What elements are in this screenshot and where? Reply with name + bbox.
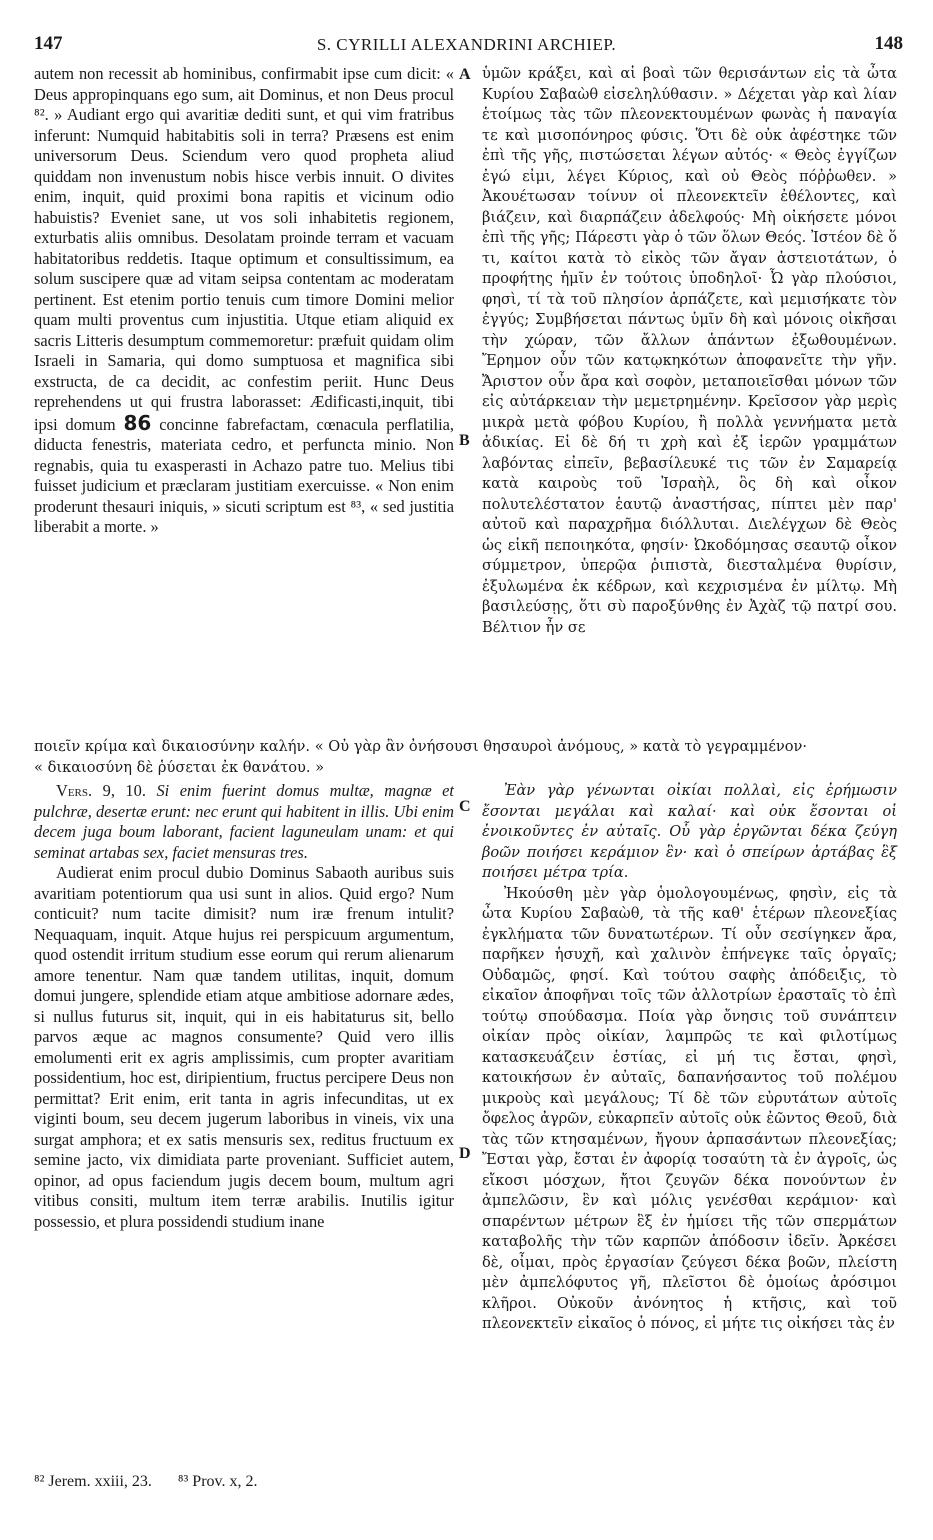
spanning-line-1: ποιεῖν κρίμα καὶ δικαιοσύνην καλήν. « Οὐ γὰρ ἂν ὀνήσουσι θησαυροὶ ἀνόμους, » κατὰ τὸ γεγραμμένον· <box>34 738 808 755</box>
left-page-number: 147 <box>34 33 63 54</box>
greek-verse: Ἐὰν γὰρ γένωνται οἰκίαι πολλαὶ, εἰς ἐρήμωσιν ἔσονται μεγάλαι καὶ καλαί· καὶ οὐκ ἔσονται οἱ ἐνοικοῦντες ἐν αὐταῖς. Οὗ γὰρ ἐργῶνται δέκα ζεύγη βοῶν ποιήσει κεράμιον ἓν· καὶ ὁ σπείρων ἀρτάβας ἓξ ποιήσει μέτρα τρία. <box>482 782 897 881</box>
latin-text-top: autem non recessit ab hominibus, confirmabit ipse cum dicit: « Deus appropinquans ego sum, ait Dominus, et non Deus procul ⁸². » Audiant ergo qui avaritiæ dediti sunt, et qui vim fratribus inferunt: Numquid habitabitis soli in terra? Præsens est enim universorum Deus. Sciendum vero quod propheta aliud quiddam non invenustum nobis hisce verbis innuit. O divites enim, inquit, quid proximi bona rapitis et vicinum odio habuistis? Eveniet sane, ut vos soli inhabitetis regionem, exturbatis aliis omnibus. Desolatam proinde terram et vacuam habitatoribus reddetis. Itaque optimum et consultissimum, ea solum suscipere quæ ad vitam seipsa contentam ac moderatam pertinent. Est etenim portio tenuis cum timore Domini melior quam multi proventus cum injustitia. Utque etiam aliquid ex sacris Litteris desumptum commemoretur: præfuit quidam olim Israeli in Samaria, qui domo sumptuosa et magnifica sibi exstructa, de ca decidit, ac confestim periit. Hunc Deus reprehendens ut qui frustra laborasset: Ædificasti,inquit, tibi ipsi domum <box>34 64 454 434</box>
latin-text-top-rest: concinne fabrefactam, cœnacula perflatilia, diducta fenestris, materiata cedro, et perfuncta minio. Non regnabis, quia tu exasperasti in Achazo patre tuo. Melius tibi fuisset judicium et præclaram justitiam exercuisse. « Non enim proderunt thesauri iniquis, » sicuti scriptum est ⁸³, « sed justitia liberabit a morte. » <box>34 414 454 536</box>
latin-commentary: Audierat enim procul dubio Dominus Sabaoth auribus suis avaritiam potentiorum qua usi sunt in alios. Quid ergo? Num conticuit? num tacite dimisit? num iræ frenum intulit? Nequaquam, inquit. Atque hujus rei perspicuum argumentum, quod ostendit irritum studium esse eorum qui rerum alienarum amore tenentur. Nam quæ tandem utilitas, inquit, domum domui jungere, splendide etiam atque ambitiose adornare ædes, si nullus futurus sit, inquit, qui in eis habitaturus sit, bello parvos æque ac magnos consumente? Quid vero illis emolumenti erit ex agris amplissimis, cum propter avaritiam possidentium, hoc est, diripientium, fructus percipere Deus non permittat? Erit enim, erit tanta in agris infecunditas, ut ex viginti boum, seu decem jugerum laboribus in vineis, vix una surgat amphora; et ex satis mensuris sex, reditus fructuum ex semine jacto, vix dimidiata parte proveniant. Sufficiet autem, opinor, ad opus faciendum jugis decem boum, multum agri vitibus consiti, multum item terræ arabilis. Inutilis igitur possessio, et plura possidendi studium inane <box>34 863 454 1231</box>
greek-column-top <box>482 64 897 638</box>
footnote-82: ⁸² Jerem. xxiii, 23. <box>34 1473 152 1490</box>
latin-column-bottom <box>34 781 454 1232</box>
footnotes <box>34 1473 279 1491</box>
margin-marker-d: D <box>459 1145 471 1162</box>
spanning-greek-lines <box>34 737 897 778</box>
margin-marker-a: A <box>459 66 471 83</box>
margin-marker-b: B <box>459 432 470 449</box>
latin-column-top <box>34 64 454 538</box>
running-title: S. CYRILLI ALEXANDRINI ARCHIEP. <box>316 35 617 54</box>
verse-reference: Vers. 9, 10. <box>56 781 146 800</box>
greek-text-top: ὑμῶν κράξει, καὶ αἱ βοαὶ τῶν θερισάντων εἰς τὰ ὦτα Κυρίου Σαβαὼθ εἰσεληλύθασιν. » Δέχεται γὰρ καὶ λίαν ἑτοίμως τὰς τῶν πλεονεκτουμένων φωνὰς ἡ παναγία τε καὶ μισοπόνηρος φύσις. Ὅτι δὲ οὐκ ἀφέστηκε τῶν ἐπὶ τῆς γῆς, πιστώσεται λέγων αὐτός· « Θεὸς ἐγγίζων ἐγώ εἰμι, λέγει Κύριος, καὶ οὐ Θεὸς πόῤῥωθεν. » Ἀκουέτωσαν τοίνυν οἱ πλεονεκτεῖν ἐθέλοντες, καὶ βιάζειν, καὶ διαρπάζειν ἀδελφούς· Μὴ οἰκήσετε μόνοι ἐπὶ τῆς γῆς; Πάρεστι γὰρ ὁ τῶν ὅλων Θεός. Ἰστέον δὲ ὅ τι, καίτοι κατὰ τὸ εἰκὸς τῶν ἄγαν ἀστειοτάτων, ὁ προφήτης ἡμῖν ἐν τούτοις ὑποδηλοῖ· Ὦ γὰρ πλούσιοι, φησὶ, τί τὰ τοῦ πλησίον ἁρπάζετε, καὶ μεμισήκατε τὸν ἐγγύς; Συμβήσεται πάντως ὑμῖν δὴ καὶ μόνοις οἰκῆσαι τὴν χώραν, τῶν ἄλλων ἁπάντων ἐξωθουμένων. Ἔρημον οὖν τῶν κατῳκηκότων ἀποφανεῖτε τὴν γῆν. Ἄριστον οὖν ἄρα καὶ σοφὸν, μεταποιεῖσθαι μόνων τῶν εἰς αὐτάρκειαν τὴν μεμετρημένην. Κρεῖσσον γὰρ μερὶς μικρὰ μετὰ φόβου Κυρίου, ἢ πολλὰ γεννήματα μετὰ ἀδικίας. Εἰ δὲ δή τι χρὴ καὶ ἐξ ἱερῶν γραμμάτων λαβόντας εἰπεῖν, βεβασίλευκέ τις τῶν ἐν Σαμαρείᾳ κατὰ καιροὺς τοῦ Ἰσραὴλ, ὃς δὴ καὶ οἶκον πολυτελέστατον ἑαυτῷ ἀναστήσας, πίπτει μὲν παρ' αὐτοῦ καὶ παραχρῆμα διόλλυται. Διελέγχων δὲ Θεὸς ὡς εἰκῆ πεποιηκότα, φησίν· Ὠκοδόμησας σεαυτῷ οἶκον σύμμετρον, ὑπερῷα ῥιπιστὰ, διεσταλμένα θυρίσιν, ἐξυλωμένα ἐκ κέδρων, καὶ κεχρισμένα ἐν μίλτῳ. Μὴ βασιλεύσῃς, ὅτι σὺ παροξύνθης ἐν Ἀχὰζ τῷ πατρί σου. Βέλτιον ἦν σε <box>482 65 897 636</box>
spanning-line-2: « δικαιοσύνη δὲ ῥύσεται ἐκ θανάτου. » <box>34 758 325 776</box>
latin-verse: Si enim fuerint domus multæ, magnæ et pulchræ, desertæ erunt: nec erunt qui habitent in illis. Ubi enim decem juga boum laborant, facient laguneulam unam: et qui seminat artabas sex, faciet mensuras tres. <box>34 781 454 862</box>
greek-column-bottom <box>482 781 897 1335</box>
margin-marker-c: C <box>459 798 471 815</box>
right-page-number: 148 <box>874 33 903 54</box>
greek-commentary: Ἠκούσθη μὲν γὰρ ὁμολογουμένως, φησὶν, εἰς τὰ ὦτα Κυρίου Σαβαὼθ, τὰ τῆς καθ' ἑτέρων πλεονεξίας ἐγκλήματα τῶν δυνατωτέρων. Τί οὖν σεσίγηκεν ἄρα, παρῆκεν ἡσυχῆ, καὶ χαλινὸν ἐπήνεγκε ταῖς ὀργαῖς; Οὐδαμῶς, φησί. Καὶ τούτου σαφὴς ἀπόδειξις, τὸ εἰκαῖον ἀποφῆναι τοῖς τῶν ἀλλοτρίων ἐρασταῖς τὸ ἐπὶ τούτῳ σπούδασμα. Ποία γὰρ ὄνησις τοῦ συνάπτειν οἰκίαν πρὸς οἰκίαν, λαμπρῶς τε καὶ φιλοτίμως κατασκευάζειν ἑστίας, εἰ μή τις ἔσται, φησὶ, κατοικήσων ἐν αὐταῖς, δαπανήσαντος τοῦ πολέμου μικροὺς καὶ μεγάλους; Τί δὲ τῶν εὐρυτάτων αὐτοῖς ὄφελος ἀγρῶν, εὐκαρπεῖν αὐτοῖς οὐκ ἐῶντος Θεοῦ, διὰ τὰς τῶν κτησαμένων, ἤγουν ἁρπασάντων πλεονεξίας; Ἔσται γὰρ, ἔσται ἐν ἀφορίᾳ τοσαύτη τὰ ἐν ἀγροῖς, ὡς εἴκοσι μόσχων, ἤτοι ζευγῶν δέκα πονούντων ἐν ἀμπελῶσιν, ἓν καὶ μόλις γενέσθαι κεράμιον· καὶ σπαρέντων μέτρων ἓξ ἐν ἡμίσει τῆς τῶν σπερμάτων καταβολῆς τὴν τῶν καρπῶν ἀπόδοσιν ἰδεῖν. Ἀρκέσει δὲ, οἶμαι, πρὸς ἐργασίαν ζεύγεσι δέκα βοῶν, πλείστη μὲν ἀμπελόφυτος γῆ, πλεῖστοι δὲ ὁμοίως ἀρόσιμοι κλῆροι. Οὐκοῦν ἀνόνητος ἡ κτῆσις, καὶ τοῦ πλεονεκτεῖν εἰκαῖος ὁ πόνος, εἰ μήτε τις οἰκήσει τὰς ἐν <box>482 884 897 1332</box>
footnote-83: ⁸³ Prov. x, 2. <box>177 1473 258 1490</box>
page-header <box>0 33 933 61</box>
marginal-number: 86 <box>123 410 152 435</box>
